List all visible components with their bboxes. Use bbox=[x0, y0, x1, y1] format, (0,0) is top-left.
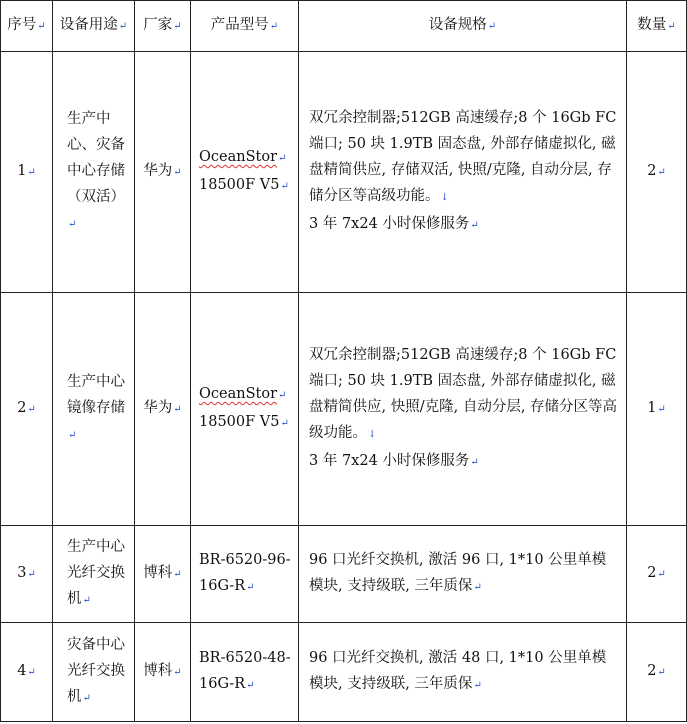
table-header-row bbox=[1, 1, 687, 52]
cell-idx: 1↵ bbox=[1, 52, 53, 293]
cell-model: BR-6520-96-16G-R↵ bbox=[191, 526, 299, 623]
cell-vendor: 博科↵ bbox=[135, 526, 191, 623]
cell-qty: 2↵ bbox=[627, 623, 687, 722]
cell-vendor: 华为↵ bbox=[135, 52, 191, 293]
cell-vendor: 博科↵ bbox=[135, 623, 191, 722]
table-row bbox=[1, 52, 687, 293]
cell-use: 灾备中心光纤交换机↵ bbox=[53, 623, 135, 722]
cell-use: 生产中心光纤交换机↵ bbox=[53, 526, 135, 623]
cell-spec: 96 口光纤交换机, 激活 96 口, 1*10 公里单模模块, 支持级联, 三年质保↵ bbox=[299, 526, 627, 623]
cell-spec: 96 口光纤交换机, 激活 48 口, 1*10 公里单模模块, 支持级联, 三年质保↵ bbox=[299, 623, 627, 722]
header-spec: 设备规格↵ bbox=[299, 1, 627, 52]
table-row bbox=[1, 623, 687, 722]
table-row bbox=[1, 293, 687, 526]
cell-model: OceanStor↵ 18500F V5↵ bbox=[191, 293, 299, 526]
cell-idx: 4↵ bbox=[1, 623, 53, 722]
cell-idx: 3↵ bbox=[1, 526, 53, 623]
cell-model: BR-6520-48-16G-R↵ bbox=[191, 623, 299, 722]
header-idx: 序号↵ bbox=[1, 1, 53, 52]
table-row bbox=[1, 526, 687, 623]
cell-spec: 双冗余控制器;512GB 高速缓存;8 个 16Gb FC 端口; 50 块 1.9TB 固态盘, 外部存储虚拟化, 磁盘精简供应, 存储双活, 快照/克隆, 自动分层, 存储分区等高级功能。↓ 3 年 7x24 小时保修服务↵ bbox=[299, 52, 627, 293]
header-qty: 数量↵ bbox=[627, 1, 687, 52]
cell-vendor: 华为↵ bbox=[135, 293, 191, 526]
header-use: 设备用途↵ bbox=[53, 1, 135, 52]
cell-use: 生产中心、灾备中心存储（双活）↵ bbox=[53, 52, 135, 293]
header-vendor: 厂家↵ bbox=[135, 1, 191, 52]
header-model: 产品型号↵ bbox=[191, 1, 299, 52]
cell-qty: 1↵ bbox=[627, 293, 687, 526]
cell-qty: 2↵ bbox=[627, 52, 687, 293]
cell-idx: 2↵ bbox=[1, 293, 53, 526]
cell-use: 生产中心镜像存储↵ bbox=[53, 293, 135, 526]
cell-spec: 双冗余控制器;512GB 高速缓存;8 个 16Gb FC 端口; 50 块 1.9TB 固态盘, 外部存储虚拟化, 磁盘精简供应, 快照/克隆, 自动分层, 存储分区等高级功能。↓ 3 年 7x24 小时保修服务↵ bbox=[299, 293, 627, 526]
cell-model: OceanStor↵ 18500F V5↵ bbox=[191, 52, 299, 293]
cell-qty: 2↵ bbox=[627, 526, 687, 623]
